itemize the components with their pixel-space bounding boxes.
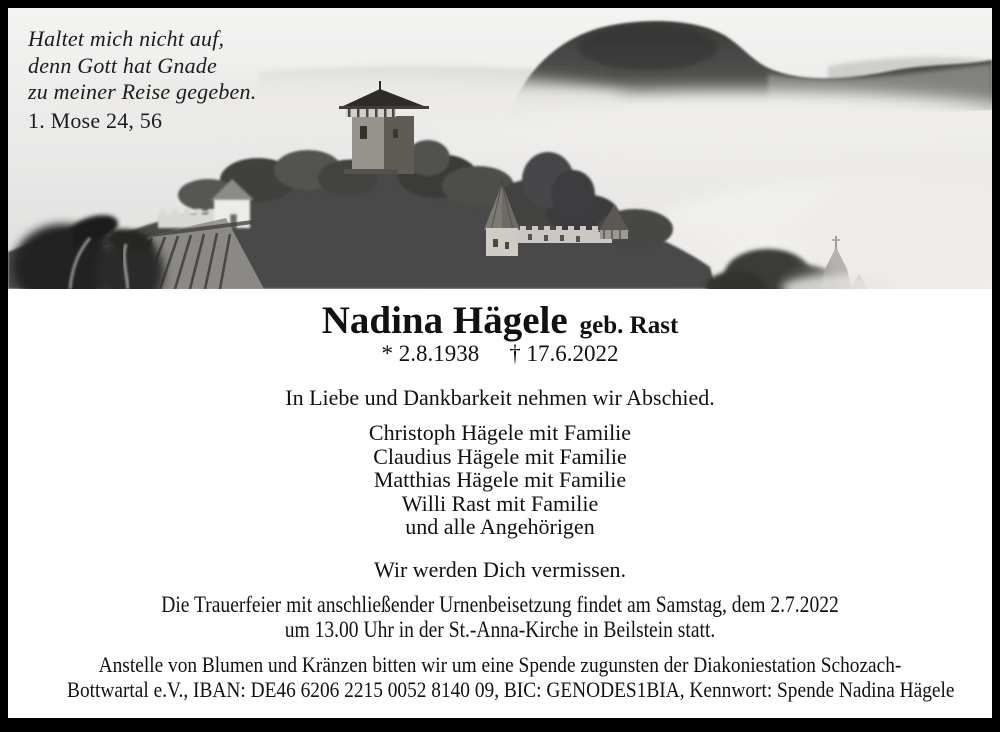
paper-sheet — [8, 8, 992, 718]
mourner-line: Willi Rast mit Familie — [401, 490, 599, 516]
mourner-line: Christoph Hägele mit Familie — [368, 420, 632, 445]
service-line-1: Die Trauerfeier mit anschließender Urnenbeisetzung findet am Samstag, dem 2.7.2022 — [161, 592, 839, 617]
donation-line-2: Bottwartal e.V., IBAN: DE46 6206 2215 0052 8140 09, BIC: GENODES1BIA, Kennwort: Spende Nadina Hägele — [67, 677, 955, 702]
mourner-line: Matthias Hägele mit Familie — [373, 467, 627, 492]
service-info — [82, 592, 918, 642]
birth-date: * 2.8.1938 — [381, 341, 480, 366]
quote-line: zu meiner Reise gegeben. — [28, 79, 257, 104]
life-dates — [8, 342, 992, 365]
farewell-line: In Liebe und Dankbarkeit nehmen wir Abschied. — [285, 385, 715, 410]
quote-line: denn Gott hat Gnade — [28, 52, 217, 78]
header-photo — [8, 8, 992, 289]
name-line — [8, 301, 992, 340]
mourner-line: und alle Angehörigen — [405, 514, 595, 539]
donation-line-1: Anstelle von Blumen und Kränzen bitten wir um eine Spende zugunsten der Diakoniestation Schozach- — [98, 652, 902, 677]
donation-info — [67, 652, 955, 702]
missing-line: Wir werden Dich vermissen. — [373, 557, 627, 582]
deceased-name: Nadina Hägele — [321, 299, 568, 342]
service-line-2: um 13.00 Uhr in der St.-Anna-Kirche in Beilstein statt. — [284, 617, 716, 642]
mourners-list — [8, 421, 992, 539]
scripture-quote — [28, 26, 256, 134]
maiden-name: geb. Rast — [579, 312, 679, 339]
quote-reference: 1. Mose 24, 56 — [28, 107, 163, 133]
quote-line: Haltet mich nicht auf, — [28, 26, 225, 51]
death-date: † 17.6.2022 — [509, 341, 619, 366]
mourner-line: Claudius Hägele mit Familie — [373, 443, 627, 469]
